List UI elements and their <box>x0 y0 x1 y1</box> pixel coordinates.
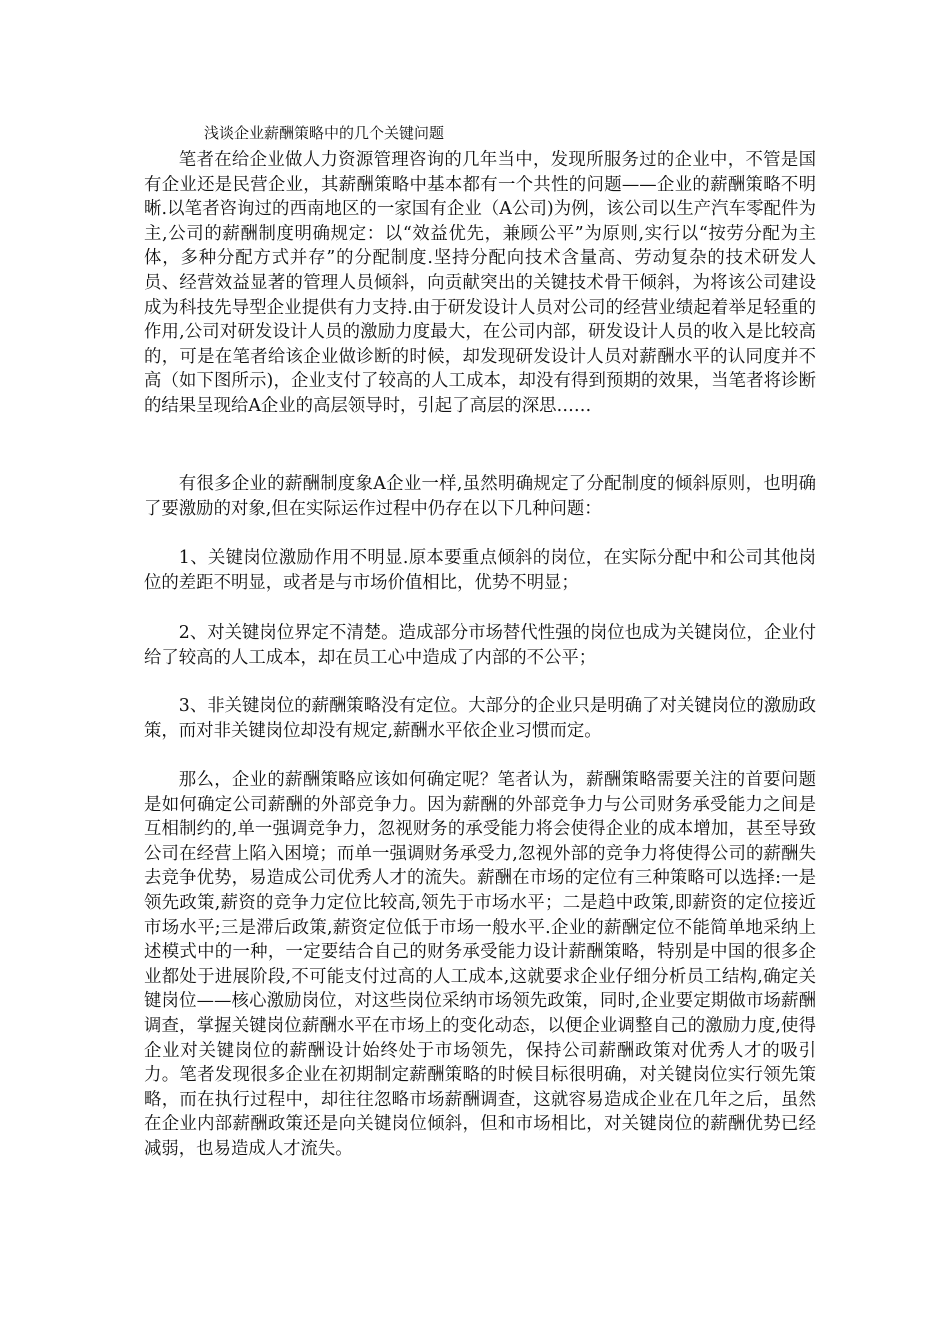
document-title: 浅谈企业薪酬策略中的几个关键问题 <box>204 124 445 142</box>
paragraph-problem-1: 1、关键岗位激励作用不明显.原本要重点倾斜的岗位，在实际分配中和公司其他岗位的差距不明显，或者是与市场价值相比，优势不明显； <box>144 548 816 593</box>
paragraph-strategy: 那么，企业的薪酬策略应该如何确定呢？笔者认为，薪酬策略需要关注的首要问题是如何确定公司薪酬的外部竞争力。因为薪酬的外部竞争力与公司财务承受能力之间是互相制约的,单一强调竞争力，忽视财务的承受能力将会使得企业的成本增加，甚至导致公司在经营上陷入困境；而单一强调财务承受力,忽视外部的竞争力将使得公司的薪酬失去竞争优势，易造成公司优秀人才的流失。薪酬在市场的定位有三种策略可以选择:一是领先政策,薪资的竞争力定位比较高,领先于市场水平；二是趋中政策,即薪资的定位接近市场水平;三是滞后政策,薪资定位低于市场一般水平.企业的薪酬定位不能简单地采纳上述模式中的一种，一定要结合自己的财务承受能力设计薪酬策略，特别是中国的很多企业都处于进展阶段,不可能支付过高的人工成本,这就要求企业仔细分析员工结构,确定关键岗位——核心激励岗位，对这些岗位采纳市场领先政策，同时,企业要定期做市场薪酬调查，掌握关键岗位薪酬水平在市场上的变化动态，以便企业调整自己的激励力度,使得企业对关键岗位的薪酬设计始终处于市场领先，保持公司薪酬政策对优秀人才的吸引力。笔者发现很多企业在初期制定薪酬策略的时候目标很明确，对关键岗位实行领先策略，而在执行过程中，却往往忽略市场薪酬调查，这就容易造成企业在几年之后，虽然在企业内部薪酬政策还是向关键岗位倾斜，但和市场相比，对关键岗位的薪酬优势已经减弱，也易造成人才流失。 <box>144 770 816 1159</box>
paragraph-intro: 笔者在给企业做人力资源管理咨询的几年当中，发现所服务过的企业中，不管是国有企业还是民营企业，其薪酬策略中基本都有一个共性的问题——企业的薪酬策略不明晰.以笔者咨询过的西南地区的一家国有企业（A公司)为例，该公司以生产汽车零配件为主,公司的薪酬制度明确规定：以“效益优先，兼顾公平”为原则,实行以“按劳分配为主体，多种分配方式并存”的分配制度.坚持分配向技术含量高、劳动复杂的技术研发人员、经营效益显著的管理人员倾斜，向贡献突出的关键技术骨干倾斜，为将该公司建设成为科技先导型企业提供有力支持.由于研发设计人员对公司的经营业绩起着举足轻重的作用,公司对研发设计人员的激励力度最大，在公司内部，研发设计人员的收入是比较高的，可是在笔者给该企业做诊断的时候，却发现研发设计人员对薪酬水平的认同度并不高（如下图所示)，企业支付了较高的人工成本，却没有得到预期的效果，当笔者将诊断的结果呈现给A企业的高层领导时，引起了高层的深思…… <box>144 150 816 416</box>
paragraph-problems-intro: 有很多企业的薪酬制度象A企业一样,虽然明确规定了分配制度的倾斜原则，也明确了要激励的对象,但在实际运作过程中仍存在以下几种问题： <box>144 474 816 519</box>
paragraph-problem-3: 3、非关键岗位的薪酬策略没有定位。大部分的企业只是明确了对关键岗位的激励政策，而对非关键岗位却没有规定,薪酬水平依企业习惯而定。 <box>144 696 816 741</box>
paragraph-problem-2: 2、对关键岗位界定不清楚。造成部分市场替代性强的岗位也成为关键岗位，企业付给了较高的人工成本，却在员工心中造成了内部的不公平； <box>144 623 816 668</box>
